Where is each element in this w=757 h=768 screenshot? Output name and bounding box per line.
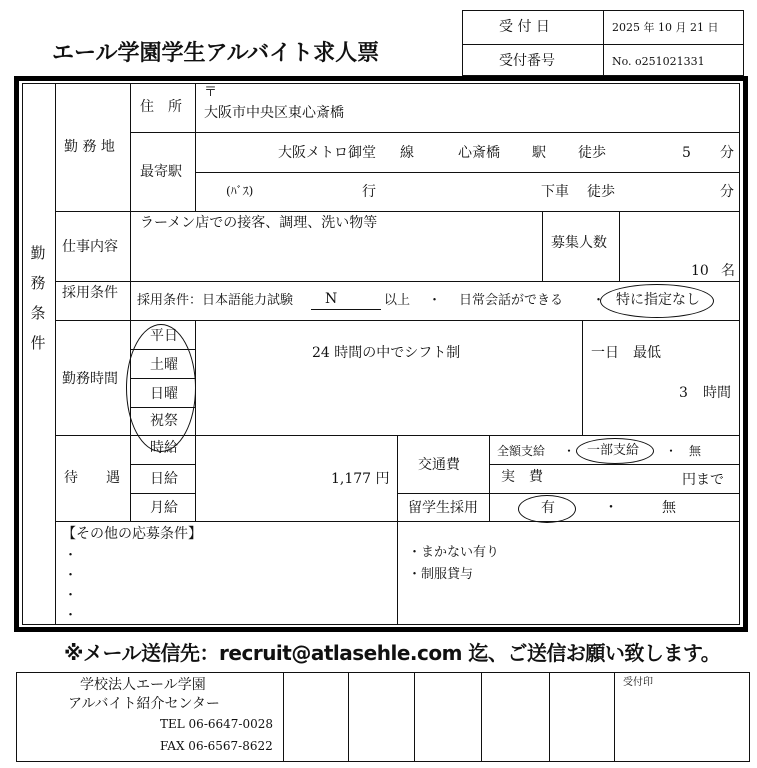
intl-yes: 有 (541, 500, 555, 516)
address-value: 大阪市中央区東心斎橋 (204, 105, 344, 121)
conditions-label: 採用条件 (62, 285, 118, 301)
hours-day-sunday: 日曜 (150, 386, 178, 402)
other-item-meal: ・まかない有り (408, 545, 500, 560)
minutes-unit: 分 (720, 145, 734, 161)
line-name: 大阪メトロ御堂 (278, 145, 376, 161)
pay-daily: 日給 (150, 471, 178, 487)
workplace-label: 勤 務 地 (64, 139, 115, 155)
postal-mark: 〒 (204, 85, 218, 100)
line-suffix: 線 (400, 145, 414, 161)
footer-fax: FAX 06-6567-8622 (160, 739, 273, 753)
other-label: 【その他の応募条件】 (62, 526, 202, 542)
receipt-number-value: No. o251021331 (612, 55, 705, 68)
transport-circle (576, 438, 654, 464)
transport-dot-2: ・ (665, 444, 678, 458)
conditions-conversation: 日常会話ができる (459, 293, 564, 308)
actual-unit: 円まで (682, 472, 724, 488)
conditions-dot-1: ・ (428, 293, 442, 308)
transport-full: 全額支給 (497, 444, 546, 458)
receipt-date-value: 2025 年 10 月 21 日 (612, 21, 719, 34)
transport-dot-1: ・ (563, 444, 576, 458)
other-bullets: ・ ・ ・ ・ (64, 548, 78, 623)
station-label: 最寄駅 (140, 164, 182, 180)
hours-min-value: 3 (679, 385, 688, 401)
walk-label: 徒歩 (578, 145, 606, 161)
intl-no: 無 (662, 500, 676, 516)
transport-none: 無 (689, 444, 702, 458)
hours-day-weekday: 平日 (150, 328, 178, 344)
conditions-level: N (325, 291, 338, 307)
job-label: 仕事内容 (62, 239, 118, 255)
transport-partial: 一部支給 (587, 443, 640, 458)
other-item-uniform: ・制服貸与 (408, 567, 474, 582)
intl-dot: ・ (604, 500, 618, 516)
conditions-dot-2: ・ (592, 293, 606, 308)
station-name: 心斎橋 (458, 145, 500, 161)
footer-org-line2: アルバイト紹介センター (68, 696, 220, 712)
hours-label: 勤務時間 (62, 371, 118, 387)
pay-amount: 1,177 円 (331, 471, 390, 487)
receipt-date-label: 受 付 日 (499, 19, 550, 35)
days-circle (126, 324, 196, 452)
hours-description: 24 時間の中でシフト制 (312, 345, 461, 361)
hours-unit: 時間 (703, 385, 731, 401)
hours-day-holiday: 祝祭 (150, 413, 178, 429)
intl-label: 留学生採用 (408, 500, 478, 516)
job-content: ラーメン店での接客、調理、洗い物等 (140, 215, 378, 231)
footer-stamp-label: 受付印 (623, 677, 653, 688)
recruit-label: 募集人数 (551, 235, 607, 251)
pay-hourly: 時給 (150, 440, 178, 456)
recruit-count: 10 (691, 263, 709, 279)
conditions-prefix: 採用条件：日本語能力試験 (137, 293, 294, 308)
actual-label: 実 費 (501, 469, 543, 485)
pay-label: 待 遇 (64, 470, 120, 486)
recruit-unit: 名 (721, 263, 735, 279)
conditions-none: 特に指定なし (616, 292, 700, 308)
bus-label: (ﾊﾞｽ) (226, 184, 254, 198)
conditions-circle (600, 284, 714, 318)
hours-day-saturday: 土曜 (150, 357, 178, 373)
pay-monthly: 月給 (150, 500, 178, 516)
address-label: 住 所 (140, 99, 182, 115)
side-label: 勤 務 条 件 (30, 244, 46, 352)
footer-org-line1: 学校法人エール学園 (80, 677, 206, 693)
email-notice: ※メール送信先：recruit@atlasehle.com 迄、ご送信お願い致します。 (64, 641, 721, 665)
bus-getoff: 下車 (541, 184, 569, 200)
page-title: エール学園学生アルバイト求人票 (52, 40, 380, 66)
station-suffix: 駅 (532, 145, 546, 161)
bus-dest-suffix: 行 (362, 184, 376, 200)
hours-min-label: 一日 最低 (591, 345, 661, 361)
bus-minutes-unit: 分 (720, 184, 734, 200)
walk-minutes: 5 (682, 145, 691, 161)
conditions-above: 以上 (384, 293, 411, 308)
receipt-number-label: 受付番号 (499, 53, 555, 69)
transport-label: 交通費 (418, 457, 460, 473)
bus-walk-label: 徒歩 (587, 184, 615, 200)
footer-tel: TEL 06-6647-0028 (160, 717, 274, 731)
intl-circle (518, 495, 576, 523)
